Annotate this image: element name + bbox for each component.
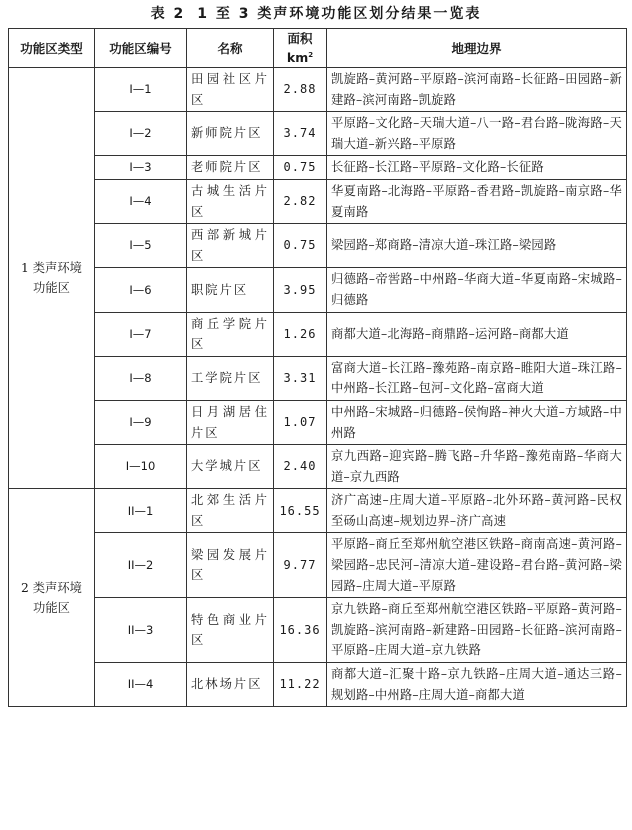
table-row: [9, 156, 627, 180]
boundary-cell: 济广高速–庄周大道–平原路–北外环路–黄河路–民权至砀山高速–规划边界–济广高速: [327, 489, 627, 533]
table-row: [9, 533, 627, 598]
header-area-unit-sup: 2: [308, 51, 314, 59]
name-cell: 老师院片区: [187, 156, 274, 180]
header-area: [274, 29, 327, 68]
boundary-cell: 平原路–商丘至郑州航空港区铁路–商南高速–黄河路–梁园路–忠民河–清凉大道–建设路–君台路–黄河路–梁园路–庄周大道–平原路: [327, 533, 627, 598]
boundary-cell: 长征路–长江路–平原路–文化路–长征路: [327, 156, 627, 180]
table-row: [9, 489, 627, 533]
table-header-row: [9, 29, 627, 68]
header-name: 名称: [187, 29, 274, 68]
table-row: [9, 224, 627, 268]
boundary-cell: 中州路–宋城路–归德路–侯恂路–神火大道–方域路–中州路: [327, 400, 627, 444]
boundary-cell: 梁园路–郑商路–清凉大道–珠江路–梁园路: [327, 224, 627, 268]
area-cell: 1.26: [274, 312, 327, 356]
boundary-cell: 京九铁路–商丘至郑州航空港区铁路–平原路–黄河路–凯旋路–滨河南路–新建路–田园路–长征路–滨河南路–平原路–庄周大道–京九铁路: [327, 598, 627, 663]
boundary-cell: 富商大道–长江路–豫苑路–南京路–睢阳大道–珠江路–中州路–长江路–包河–文化路–富商大道: [327, 356, 627, 400]
table-title: 1 至 3 类声环境功能区划分结果一览表: [197, 6, 482, 22]
table-row: [9, 312, 627, 356]
boundary-cell: 平原路–文化路–天瑞大道–八一路–君台路–陇海路–天瑞大道–新兴路–平原路: [327, 112, 627, 156]
header-category: 功能区类型: [9, 29, 95, 68]
header-code: 功能区编号: [95, 29, 187, 68]
code-cell: I—9: [95, 400, 187, 444]
code-cell: I—3: [95, 156, 187, 180]
name-cell: 梁园发展片区: [187, 533, 274, 598]
name-cell: 北郊生活片区: [187, 489, 274, 533]
header-boundary: 地理边界: [327, 29, 627, 68]
code-cell: I—4: [95, 179, 187, 223]
area-cell: 3.95: [274, 268, 327, 312]
name-cell: 日月湖居住片区: [187, 400, 274, 444]
code-cell: II—3: [95, 598, 187, 663]
boundary-cell: 华夏南路–北海路–平原路–香君路–凯旋路–南京路–华夏南路: [327, 179, 627, 223]
area-cell: 0.75: [274, 156, 327, 180]
boundary-cell: 归德路–帝喾路–中州路–华商大道–华夏南路–宋城路–归德路: [327, 268, 627, 312]
code-cell: II—2: [95, 533, 187, 598]
area-cell: 9.77: [274, 533, 327, 598]
boundary-cell: 凯旋路–黄河路–平原路–滨河南路–长征路–田园路–新建路–滨河南路–凯旋路: [327, 68, 627, 112]
header-area-unit: km: [286, 50, 309, 65]
area-cell: 16.55: [274, 489, 327, 533]
table-body: [9, 68, 627, 707]
name-cell: 大学城片区: [187, 445, 274, 489]
code-cell: II—1: [95, 489, 187, 533]
zoning-table: [8, 28, 627, 707]
table-row: [9, 268, 627, 312]
code-cell: I—2: [95, 112, 187, 156]
boundary-cell: 京九西路–迎宾路–腾飞路–升华路–豫苑南路–华商大道–京九西路: [327, 445, 627, 489]
area-cell: 2.82: [274, 179, 327, 223]
area-cell: 2.88: [274, 68, 327, 112]
code-cell: I—1: [95, 68, 187, 112]
area-cell: 2.40: [274, 445, 327, 489]
name-cell: 新师院片区: [187, 112, 274, 156]
name-cell: 职院片区: [187, 268, 274, 312]
code-cell: I—6: [95, 268, 187, 312]
category-cell: 2 类声环境功能区: [9, 489, 95, 707]
code-cell: II—4: [95, 663, 187, 707]
table-row: [9, 68, 627, 112]
name-cell: 田园社区片区: [187, 68, 274, 112]
table-row: [9, 400, 627, 444]
table-row: [9, 112, 627, 156]
code-cell: I—7: [95, 312, 187, 356]
name-cell: 西部新城片区: [187, 224, 274, 268]
boundary-cell: 商都大道–汇聚十路–京九铁路–庄周大道–通达三路–规划路–中州路–庄周大道–商都大道: [327, 663, 627, 707]
name-cell: 古城生活片区: [187, 179, 274, 223]
category-cell: 1 类声环境功能区: [9, 68, 95, 489]
name-cell: 北林场片区: [187, 663, 274, 707]
table-row: [9, 445, 627, 489]
code-cell: I—5: [95, 224, 187, 268]
area-cell: 1.07: [274, 400, 327, 444]
table-row: [9, 663, 627, 707]
code-cell: I—10: [95, 445, 187, 489]
name-cell: 商丘学院片区: [187, 312, 274, 356]
header-area-label: 面积: [287, 31, 313, 46]
table-row: [9, 179, 627, 223]
area-cell: 3.74: [274, 112, 327, 156]
name-cell: 工学院片区: [187, 356, 274, 400]
area-cell: 16.36: [274, 598, 327, 663]
table-number: 表 2: [150, 6, 186, 22]
code-cell: I—8: [95, 356, 187, 400]
name-cell: 特色商业片区: [187, 598, 274, 663]
area-cell: 11.22: [274, 663, 327, 707]
area-cell: 3.31: [274, 356, 327, 400]
table-caption: [0, 0, 632, 28]
table-row: [9, 598, 627, 663]
boundary-cell: 商都大道–北海路–商鼎路–运河路–商都大道: [327, 312, 627, 356]
table-row: [9, 356, 627, 400]
area-cell: 0.75: [274, 224, 327, 268]
